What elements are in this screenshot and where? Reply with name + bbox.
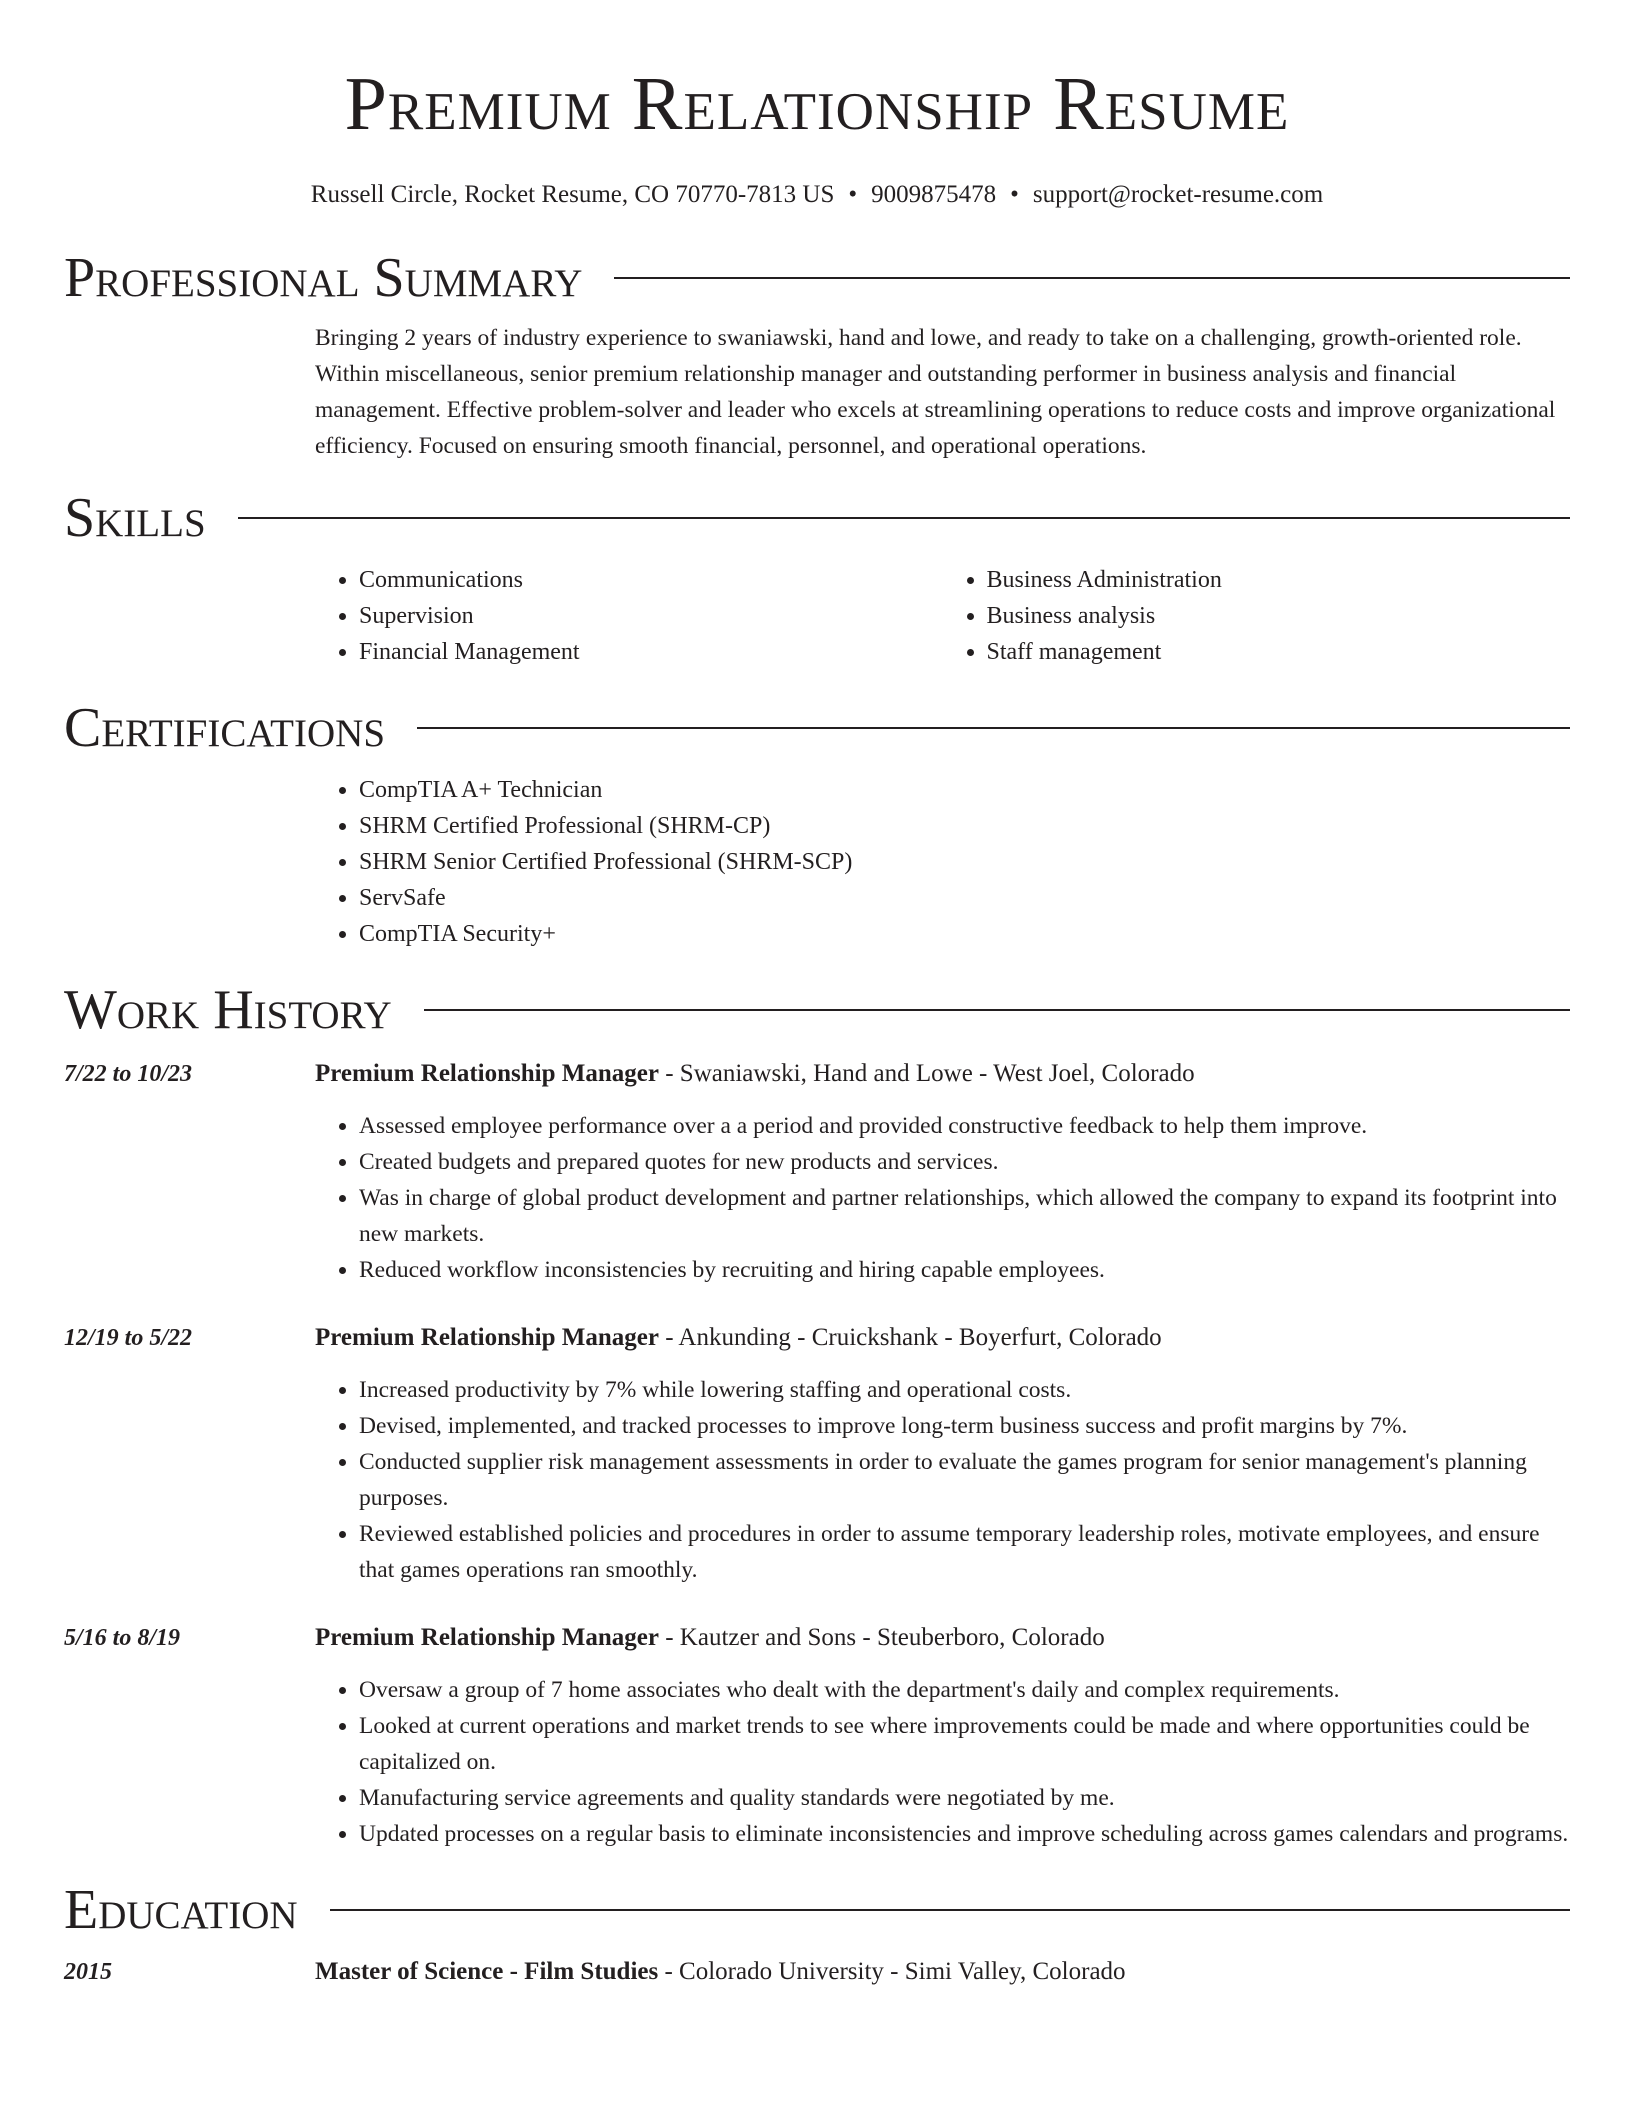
- work-history-section: [64, 978, 1570, 1852]
- work-history-heading: [64, 978, 1570, 1042]
- education-heading: [64, 1878, 1570, 1942]
- job-position: Premium Relationship Manager: [315, 1624, 659, 1651]
- section-title: Skills: [64, 487, 206, 549]
- summary-section: [64, 246, 1570, 464]
- job-dates: 12/19 to 5/22: [64, 1325, 193, 1351]
- certifications-heading: [64, 696, 1570, 760]
- education-section: [64, 1878, 1570, 1990]
- job-details: [315, 1320, 1570, 1588]
- skill-item: • Staff management: [987, 634, 1571, 670]
- job-bullet: • Looked at current operations and market trends to see where improvements could be made and where opportunities could be capitalized on.: [359, 1708, 1570, 1780]
- contact-separator: •: [848, 181, 858, 208]
- section-divider: [330, 1909, 1570, 1911]
- job-employer: - Swaniawski, Hand and Lowe - West Joel, Colorado: [658, 1060, 1195, 1087]
- job-bullet: • Created budgets and prepared quotes for new products and services.: [359, 1144, 1570, 1180]
- job-dates: 5/16 to 8/19: [64, 1625, 181, 1651]
- job-title-line: [315, 1320, 1570, 1356]
- section-divider: [614, 277, 1570, 279]
- job-bullet: • Conducted supplier risk management assessments in order to evaluate the games program for senior management's planning purposes.: [359, 1444, 1570, 1516]
- skills-section: [64, 486, 1570, 670]
- skills-heading: [64, 486, 1570, 550]
- job-dates: 7/22 to 10/23: [64, 1061, 193, 1087]
- job-employer: - Kautzer and Sons - Steuberboro, Colorado: [658, 1624, 1105, 1651]
- section-divider: [238, 517, 1570, 519]
- skills-column-left: [315, 562, 943, 670]
- summary-text: Bringing 2 years of industry experience to swaniawski, hand and lowe, and ready to take on a challenging, growth-oriented role. Within miscellaneous, senior premium relationship manager and outstanding performer in business analysis and financial management. Effective problem-solver and leader who excels at streamlining operations to reduce costs and improve organizational efficiency. Focused on ensuring smooth financial, personnel, and operational operations.: [315, 325, 1556, 459]
- job-entry: [64, 1320, 1570, 1588]
- job-bullet: • Increased productivity by 7% while lowering staffing and operational costs.: [359, 1372, 1570, 1408]
- section-title: Work History: [64, 979, 392, 1041]
- skills-column-right: [943, 562, 1571, 670]
- job-bullet-list: [315, 1372, 1570, 1588]
- job-bullet: • Updated processes on a regular basis to eliminate inconsistencies and improve scheduling across games calendars and programs.: [359, 1816, 1570, 1852]
- section-title: Education: [64, 1879, 298, 1941]
- education-line: [315, 1954, 1570, 1990]
- job-entry: [64, 1620, 1570, 1852]
- certification-item: • SHRM Senior Certified Professional (SHRM-SCP): [359, 844, 1570, 880]
- job-details: [315, 1056, 1570, 1288]
- section-title: Professional Summary: [64, 247, 583, 309]
- job-bullet: • Was in charge of global product development and partner relationships, which allowed the company to expand its footprint into new markets.: [359, 1180, 1570, 1252]
- job-bullet: • Manufacturing service agreements and quality standards were negotiated by me.: [359, 1780, 1570, 1816]
- section-divider: [424, 1009, 1570, 1011]
- job-entry: [64, 1056, 1570, 1288]
- job-bullet: • Devised, implemented, and tracked processes to improve long-term business success and profit margins by 7%.: [359, 1408, 1570, 1444]
- education-school: - Colorado University - Simi Valley, Colorado: [658, 1958, 1126, 1985]
- skill-item: • Supervision: [359, 598, 943, 634]
- section-title: Certifications: [64, 697, 386, 759]
- job-bullet: • Assessed employee performance over a a period and provided constructive feedback to help them improve.: [359, 1108, 1570, 1144]
- skills-list: [315, 562, 1570, 670]
- education-details: [315, 1954, 1570, 1990]
- certifications-section: [64, 696, 1570, 952]
- job-title-line: [315, 1620, 1570, 1656]
- certification-item: • CompTIA A+ Technician: [359, 772, 1570, 808]
- job-bullet: • Reduced workflow inconsistencies by recruiting and hiring capable employees.: [359, 1252, 1570, 1288]
- job-title-line: [315, 1056, 1570, 1092]
- certification-item: • ServSafe: [359, 880, 1570, 916]
- certification-item: • CompTIA Security+: [359, 916, 1570, 952]
- certification-item: • SHRM Certified Professional (SHRM-CP): [359, 808, 1570, 844]
- resume-header: [64, 0, 1570, 210]
- summary-heading: [64, 246, 1570, 310]
- contact-line: [64, 180, 1570, 210]
- job-employer: - Ankunding - Cruickshank - Boyerfurt, Colorado: [658, 1324, 1162, 1351]
- skill-item: • Communications: [359, 562, 943, 598]
- education-year: 2015: [64, 1959, 112, 1985]
- job-bullet-list: [315, 1108, 1570, 1288]
- job-bullet-list: [315, 1672, 1570, 1852]
- job-details: [315, 1620, 1570, 1852]
- section-divider: [417, 727, 1570, 729]
- education-entry: [64, 1954, 1570, 1990]
- certifications-list: [315, 772, 1570, 952]
- skill-item: • Business Administration: [987, 562, 1571, 598]
- job-bullet: • Oversaw a group of 7 home associates who dealt with the department's daily and complex requirements.: [359, 1672, 1570, 1708]
- job-position: Premium Relationship Manager: [315, 1060, 659, 1087]
- education-degree: Master of Science - Film Studies: [315, 1958, 659, 1985]
- contact-address: Russell Circle, Rocket Resume, CO 70770-7813 US: [310, 181, 835, 208]
- skill-item: • Business analysis: [987, 598, 1571, 634]
- candidate-name: Premium Relationship Resume: [344, 62, 1290, 146]
- skill-item: • Financial Management: [359, 634, 943, 670]
- job-bullet: • Reviewed established policies and procedures in order to assume temporary leadership roles, motivate employees, and ensure that games operations ran smoothly.: [359, 1516, 1570, 1588]
- contact-separator: •: [1010, 181, 1019, 208]
- job-position: Premium Relationship Manager: [315, 1324, 659, 1351]
- contact-email: support@rocket-resume.com: [1032, 181, 1324, 208]
- contact-phone: 9009875478: [871, 181, 997, 208]
